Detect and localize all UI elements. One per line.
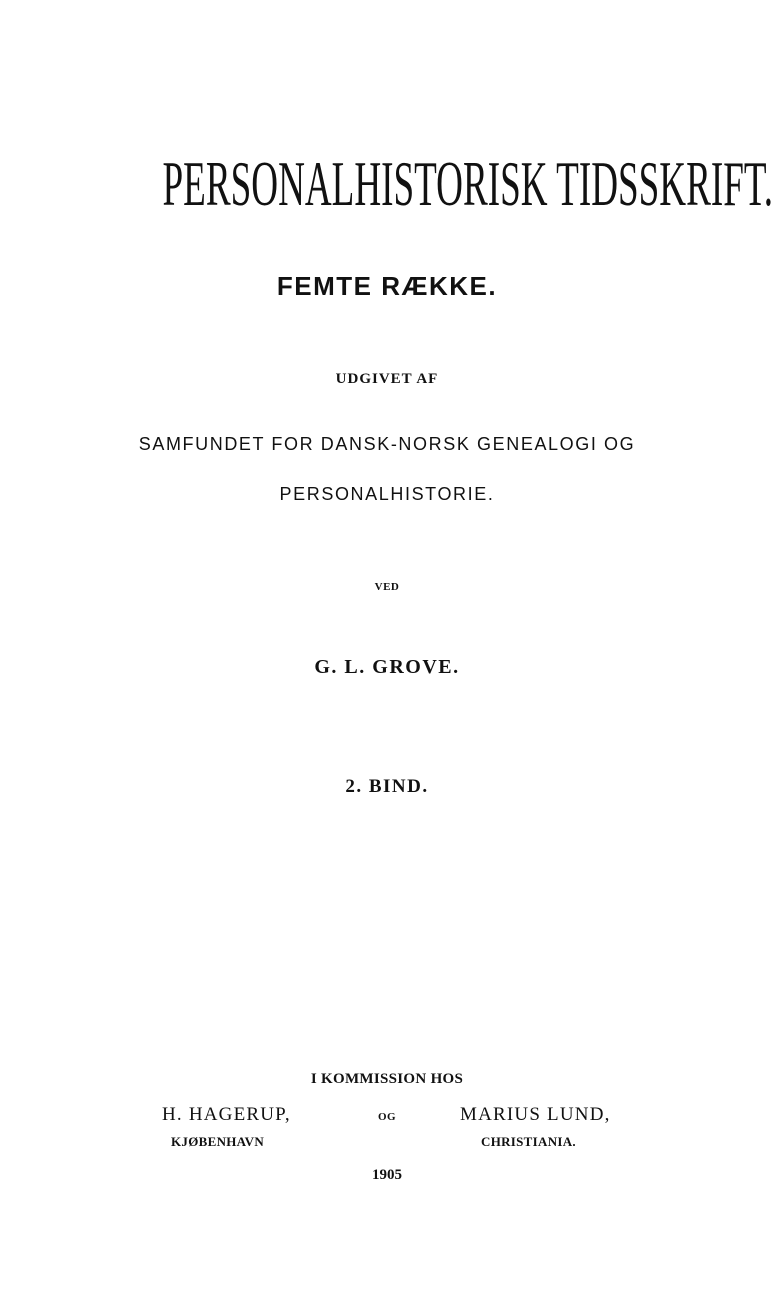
society-name-line-2: PERSONALHISTORIE. (279, 484, 495, 504)
by-label: VED (374, 581, 400, 593)
publisher-right-city: CHRISTIANIA. (481, 1134, 576, 1149)
editor-name: G. L. GROVE. (314, 656, 460, 678)
society-name-line-1: SAMFUNDET FOR DANSK-NORSK GENEALOGI OG (138, 434, 636, 454)
journal-title: PERSONALHISTORISK TIDSSKRIFT. (162, 148, 774, 219)
published-by-label: UDGIVET AF (335, 371, 439, 387)
series-label: FEMTE RÆKKE. (276, 271, 498, 301)
publisher-right-name: MARIUS LUND, (460, 1104, 611, 1125)
commission-label: I KOMMISSION HOS (310, 1071, 464, 1087)
publisher-conjunction: OG (378, 1111, 397, 1123)
publication-year: 1905 (372, 1167, 402, 1183)
publisher-left-city: KJØBENHAVN (171, 1134, 265, 1149)
publisher-left-name: H. HAGERUP, (162, 1104, 291, 1125)
volume-number: 2. BIND. (345, 776, 429, 797)
